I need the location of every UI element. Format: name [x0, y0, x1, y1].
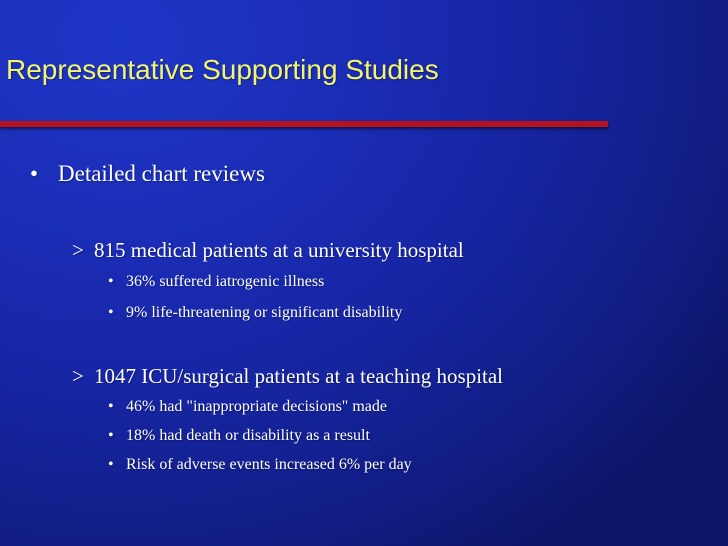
- subpoint-text: 1047 ICU/surgical patients at a teaching hospital: [94, 364, 504, 388]
- detail-item: [108, 427, 370, 445]
- detail-text: 36% suffered iatrogenic illness: [126, 273, 325, 290]
- detail-text: 18% had death or disability as a result: [126, 427, 370, 444]
- bullet-marker: •: [30, 161, 39, 186]
- title-underline: [0, 121, 608, 127]
- subpoint-marker: >: [72, 364, 84, 388]
- slide-title: Representative Supporting Studies: [6, 54, 439, 85]
- detail-marker: •: [108, 398, 114, 415]
- detail-item: [108, 456, 412, 474]
- subpoint-text: 815 medical patients at a university hospital: [94, 238, 464, 262]
- detail-marker: •: [108, 304, 114, 321]
- bullet-text: Detailed chart reviews: [58, 161, 265, 186]
- detail-item: [108, 398, 387, 416]
- detail-marker: •: [108, 456, 114, 473]
- detail-text: 46% had "inappropriate decisions" made: [126, 398, 387, 415]
- detail-item: [108, 273, 324, 291]
- detail-item: [108, 304, 402, 322]
- subpoint-university-hospital: [72, 238, 464, 263]
- detail-text: 9% life-threatening or significant disability: [126, 304, 403, 321]
- detail-text: Risk of adverse events increased 6% per day: [126, 456, 412, 473]
- subpoint-teaching-hospital: [72, 364, 503, 389]
- bullet-detailed-chart-reviews: [30, 161, 265, 187]
- detail-marker: •: [108, 427, 114, 444]
- detail-marker: •: [108, 273, 114, 290]
- subpoint-marker: >: [72, 238, 84, 262]
